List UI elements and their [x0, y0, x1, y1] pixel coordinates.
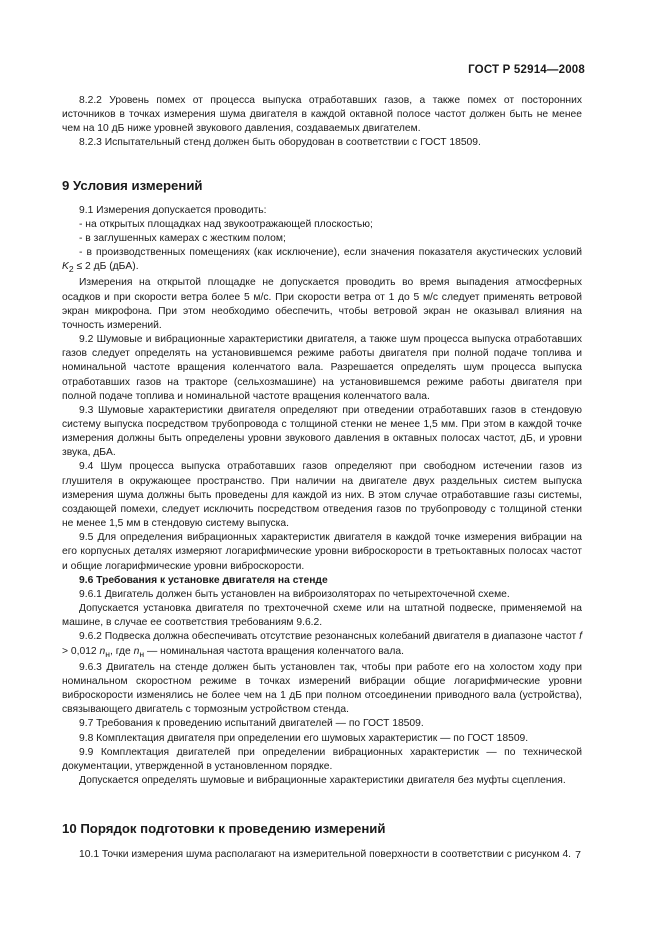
paragraph-9-3: 9.3 Шумовые характеристики двигателя определяют при отведении отработавших газов в стендовую систему выпуска посредством трубопровода с толщиной стенки не менее 1,5 мм. При этом в каждой точке измерения должны быть определены уровни звукового давления в октавных полосах частот, дБ, и уровни звука, дБA. — [62, 404, 582, 459]
subsection-9-6-title: 9.6 Требования к установке двигателя на стенде — [79, 574, 328, 586]
paragraph-clutch-note: Допускается определять шумовые и вибрационные характеристики двигателя без муфты сцепления. — [79, 774, 566, 786]
paragraph-9-1: 9.1 Измерения допускается проводить: — [79, 204, 267, 216]
paragraph-9-6-3: 9.6.3 Двигатель на стенде должен быть установлен так, чтобы при работе его на холостом ходу при номинальном скоростном режиме в точках измерений вибрации общие логарифмические уровни виброскорости изменялись не более чем на 1 дБ при полном отсоединении приводного вала (устройства), связывающего двигатель с тормозным устройством стенда. — [62, 661, 582, 716]
paragraph-9-6-2: 9.6.2 Подвеска должна обеспечивать отсутствие резонансных колебаний двигателя в диапазоне частот f > 0,012 $n_н$, где $n_н$ — номинальная частота вращения коленчатого вала. — [62, 631, 583, 659]
paragraph-8-2-2: 8.2.2 Уровень помех от процесса выпуска отработавших газов, а также помех от посторонних источников в точках измерения шума двигателя в каждой октавной полосе частот должен быть не менее чем на 10 дБ ниже уровней звукового давления, создаваемых двигателем. — [62, 95, 582, 135]
paragraph-9-9: 9.9 Комплектация двигателей при определении вибрационных характеристик — по технической документации, утвержденной в установленном порядке. — [62, 746, 582, 772]
paragraph-10-1: 10.1 Точки измерения шума располагают на измерительной поверхности в соответствии с рисунком 4. — [79, 849, 572, 861]
standard-header: ГОСТ Р 52914—2008 — [468, 64, 585, 76]
section-10-title: 10 Порядок подготовки к проведению измерений — [62, 821, 386, 837]
section-9-title: 9 Условия измерений — [62, 177, 203, 193]
paragraph-9-6-1: 9.6.1 Двигатель должен быть установлен на виброизоляторах по четырехточечной схеме. — [79, 588, 510, 600]
paragraph-open-area-conditions: Измерения на открытой площадке не допускается проводить во время выпадения атмосферных осадков и при скорости ветра более 5 м/с. При скорости ветра от 1 до 5 м/с следует применять ветровой экран микрофона. При этом необходимо обеспечить, чтобы ветровой экран не оказывал влияния на точность измерений. — [62, 277, 582, 331]
paragraph-9-6-1-note: Допускается установка двигателя по трехточечной схеме или на штатной подвеске, применяемой на машине, в случае ее соответствия требованиям 9.6.2. — [62, 603, 582, 629]
paragraph-9-5: 9.5 Для определения вибрационных характеристик двигателя в каждой точке измерения вибрации на его корпусных деталях измеряют логарифмические уровни виброскорости в третьоктавных полосах частот и общие логарифмические уровни виброскорости. — [62, 532, 582, 572]
page-body — [62, 94, 582, 862]
paragraph-9-4: 9.4 Шум процесса выпуска отработавших газов определяют при свободном истечении газов из глушителя в окружающее пространство. При наличии на двигателе двух раздельных систем выпуска измерения шума должны быть проведены для каждой из них. В этом случае отработавшие газы системы, создающей помехи, следует исключить посредством отведения газов по трубопроводу с толщиной стенки не менее 1,5 мм в стендовую систему выпуска. — [62, 461, 582, 530]
page-number: 7 — [575, 849, 581, 861]
paragraph-9-7: 9.7 Требования к проведению испытаний двигателей — по ГОСТ 18509. — [79, 718, 424, 730]
list-item-open-areas: - на открытых площадках над звукоотражающей плоскостью; — [79, 218, 373, 230]
list-item-anechoic-chambers: - в заглушенных камерах с жестким полом; — [79, 232, 286, 244]
paragraph-8-2-3: 8.2.3 Испытательный стенд должен быть оборудован в соответствии с ГОСТ 18509. — [79, 137, 481, 149]
list-item-production-rooms: - в производственных помещениях (как исключение), если значения показателя акустических условий $K_2 \le 2$ дБ (дБA). — [62, 247, 582, 275]
paragraph-9-8: 9.8 Комплектация двигателя при определении его шумовых характеристик — по ГОСТ 18509. — [79, 732, 529, 744]
paragraph-9-2: 9.2 Шумовые и вибрационные характеристики двигателя, а также шум процесса выпуска отработавших газов следует определять на установившемся режиме работы двигателя при полной подаче топлива и номинальной частоте вращения коленчатого вала. Разрешается определять шум процесса выпуска отработавших газов на тракторе (сельхозмашине) на установившемся режиме работы двигателя при полной подаче топлива и номинальной частоте вращения коленчатого вала. — [62, 334, 582, 402]
